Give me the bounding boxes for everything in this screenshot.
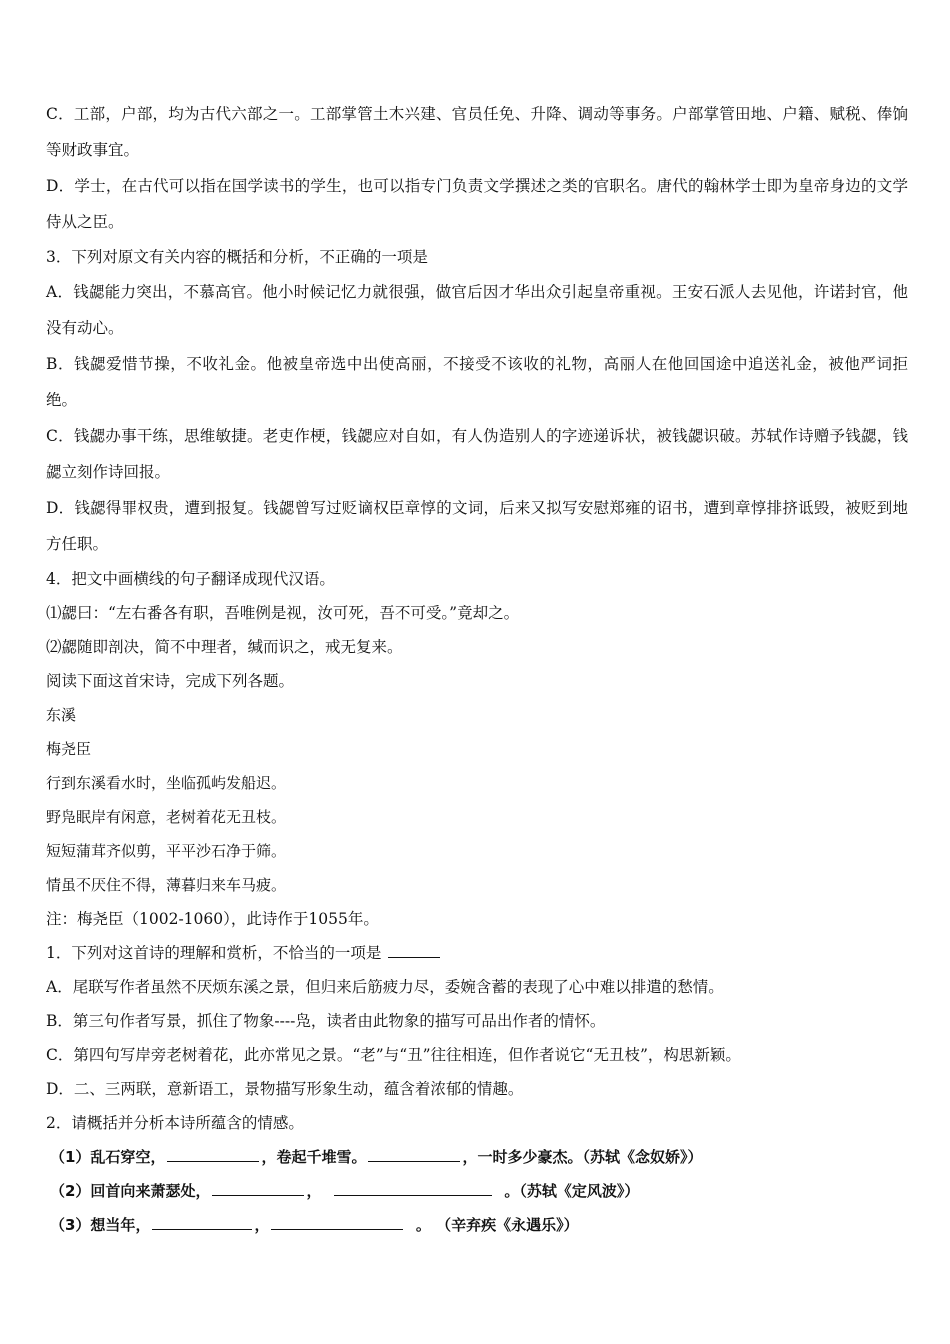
q3-option-b: B．钱勰爱惜节操，不收礼金。他被皇帝选中出使高丽，不接受不该收的礼物，高丽人在他回国途中追送礼金，被他严词拒绝。	[46, 355, 908, 409]
prev-option-c: C．工部，户部，均为古代六部之一。工部掌管土木兴建、官员任免、升降、调动等事务。户部掌管田地、户籍、赋税、俸饷等财政事宜。	[46, 105, 908, 159]
fill-3-part-b: ，	[254, 1216, 270, 1234]
answer-blank[interactable]	[167, 1147, 259, 1162]
fill-2-part-c: 。（苏轼《定风波》）	[504, 1182, 640, 1200]
fill-item-1	[46, 1140, 908, 1174]
pq1-option-c: C．第四句写岸旁老树着花，此亦常见之景。“老”与“丑”往往相连，但作者说它“无丑枝”，构思新颖。	[46, 1046, 741, 1064]
answer-blank[interactable]	[271, 1215, 403, 1230]
pq1-option-a: A．尾联写作者虽然不厌烦东溪之景，但归来后筋疲力尽，委婉含蓄的表现了心中难以排遣的愁情。	[46, 978, 724, 996]
poem-intro: 阅读下面这首宋诗，完成下列各题。	[46, 672, 295, 690]
fill-1-part-a: （1）乱石穿空，	[50, 1148, 166, 1166]
q3-stem: 3．下列对原文有关内容的概括和分析，不正确的一项是	[46, 248, 428, 266]
pq1-option-b: B．第三句作者写景，抓住了物象----凫，读者由此物象的描写可品出作者的情怀。	[46, 1012, 606, 1030]
poem-note: 注：梅尧臣（1002-1060），此诗作于1055年。	[46, 910, 379, 928]
q3-option-d: D．钱勰得罪权贵，遭到报复。钱勰曾写过贬谪权臣章惇的文词，后来又拟写安慰郑雍的诏书，遭到章惇排挤诋毁，被贬到地方任职。	[46, 499, 908, 553]
poem-line: 行到东溪看水时，坐临孤屿发船迟。	[46, 774, 287, 792]
answer-blank[interactable]	[152, 1215, 252, 1230]
pq1-stem: 1．下列对这首诗的理解和赏析，不恰当的一项是	[46, 944, 382, 962]
poem-line: 野凫眠岸有闲意，老树着花无丑枝。	[46, 808, 287, 826]
poem-line: 情虽不厌住不得，薄暮归来车马疲。	[46, 876, 287, 894]
fill-item-2	[46, 1174, 908, 1208]
fill-2-part-a: （2）回首向来萧瑟处，	[50, 1182, 211, 1200]
poem-author: 梅尧臣	[46, 740, 92, 758]
poem-line: 短短蒲茸齐似剪，平平沙石净于筛。	[46, 842, 287, 860]
answer-blank[interactable]	[334, 1181, 492, 1196]
q4-sentence-2: ⑵勰随即剖决，简不中理者，缄而识之，戒无复来。	[46, 638, 403, 656]
q4-stem: 4．把文中画横线的句子翻译成现代汉语。	[46, 570, 335, 588]
pq1-stem-line	[46, 936, 908, 970]
fill-2-part-b: ，	[306, 1182, 322, 1200]
fill-item-3	[46, 1208, 908, 1242]
q3-option-a: A．钱勰能力突出，不慕高官。他小时候记忆力就很强，做官后因才华出众引起皇帝重视。王安石派人去见他，许诺封官，他没有动心。	[46, 283, 908, 337]
answer-blank[interactable]	[368, 1147, 460, 1162]
q4-sentence-1: ⑴勰曰：“左右番各有职，吾唯例是视，汝可死，吾不可受。”竟却之。	[46, 604, 520, 622]
document-page	[46, 96, 908, 1242]
fill-1-part-b: ，卷起千堆雪。	[261, 1148, 367, 1166]
fill-3-part-a: （3）想当年，	[50, 1216, 151, 1234]
pq1-option-d: D．二、三两联，意新语工，景物描写形象生动，蕴含着浓郁的情趣。	[46, 1080, 524, 1098]
poem-title: 东溪	[46, 706, 77, 724]
fill-3-part-c: 。 （辛弃疾《永遇乐》）	[415, 1216, 579, 1234]
fill-1-part-c: ，一时多少豪杰。（苏轼《念奴娇》）	[462, 1148, 703, 1166]
q3-option-c: C．钱勰办事干练，思维敏捷。老吏作梗，钱勰应对自如，有人伪造别人的字迹递诉状，被钱勰识破。苏轼作诗赠予钱勰，钱勰立刻作诗回报。	[46, 427, 908, 481]
answer-blank[interactable]	[388, 943, 440, 958]
prev-option-d: D．学士，在古代可以指在国学读书的学生，也可以指专门负责文学撰述之类的官职名。唐代的翰林学士即为皇帝身边的文学侍从之臣。	[46, 177, 908, 231]
pq2-stem: 2．请概括并分析本诗所蕴含的情感。	[46, 1114, 304, 1132]
answer-blank[interactable]	[212, 1181, 304, 1196]
